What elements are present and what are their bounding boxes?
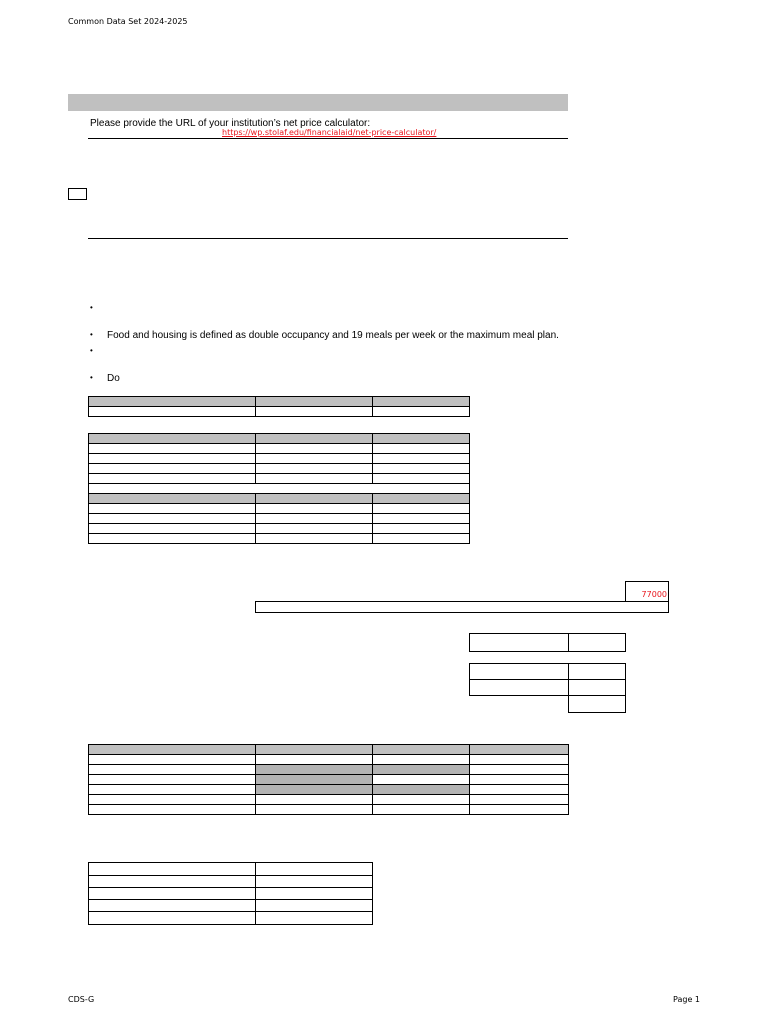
- table-row: [89, 534, 470, 544]
- section-header-bar: [68, 94, 568, 111]
- table-header-row: [89, 745, 569, 755]
- table-row: [89, 765, 569, 775]
- table-1: [88, 396, 470, 417]
- table-row: [470, 680, 626, 696]
- table-row: [89, 464, 470, 474]
- footer-page-number: Page 1: [673, 995, 700, 1004]
- divider-line: [88, 138, 568, 139]
- npc-url-link[interactable]: https://wp.stolaf.edu/financialaid/net-price-calculator/: [222, 128, 437, 137]
- bullet-dot-icon: •: [90, 346, 93, 355]
- table-row: [89, 504, 470, 514]
- small-table-a: [469, 633, 626, 652]
- amount-value-box: 77000: [625, 581, 669, 601]
- table-row: [89, 805, 569, 815]
- table-header-row: [89, 494, 470, 504]
- table-row: [89, 444, 470, 454]
- table-row: [89, 755, 569, 765]
- small-table-b: [469, 663, 626, 713]
- wide-input-row: [255, 601, 669, 613]
- bullet-dot-icon: •: [90, 303, 93, 312]
- table-header-row: [89, 434, 470, 444]
- document-header: Common Data Set 2024-2025: [68, 17, 188, 26]
- table-row: [89, 888, 373, 900]
- table-row: [470, 634, 626, 652]
- table-row: [89, 912, 373, 925]
- table-header-row: [89, 397, 470, 407]
- table-row: [89, 876, 373, 888]
- table-row: [470, 664, 626, 680]
- table-row: [89, 863, 373, 876]
- checkbox[interactable]: [68, 188, 87, 200]
- bullet-dot-icon: •: [90, 330, 93, 339]
- table-2: [88, 433, 470, 544]
- table-row: [89, 407, 470, 417]
- table-row: [89, 775, 569, 785]
- table-row: [89, 474, 470, 484]
- table-row: [89, 795, 569, 805]
- footer-section-code: CDS-G: [68, 995, 95, 1004]
- table-row: [89, 524, 470, 534]
- npc-question: Please provide the URL of your institution’s net price calculator:: [90, 118, 371, 129]
- table-row: [89, 785, 569, 795]
- table-row: [89, 514, 470, 524]
- table-4: [88, 862, 373, 925]
- table-row: [89, 484, 470, 494]
- table-row: [470, 696, 626, 713]
- bullet-dot-icon: •: [90, 373, 93, 382]
- table-3: [88, 744, 569, 815]
- table-row: [89, 900, 373, 912]
- divider-line: [88, 238, 568, 239]
- table-row: [89, 454, 470, 464]
